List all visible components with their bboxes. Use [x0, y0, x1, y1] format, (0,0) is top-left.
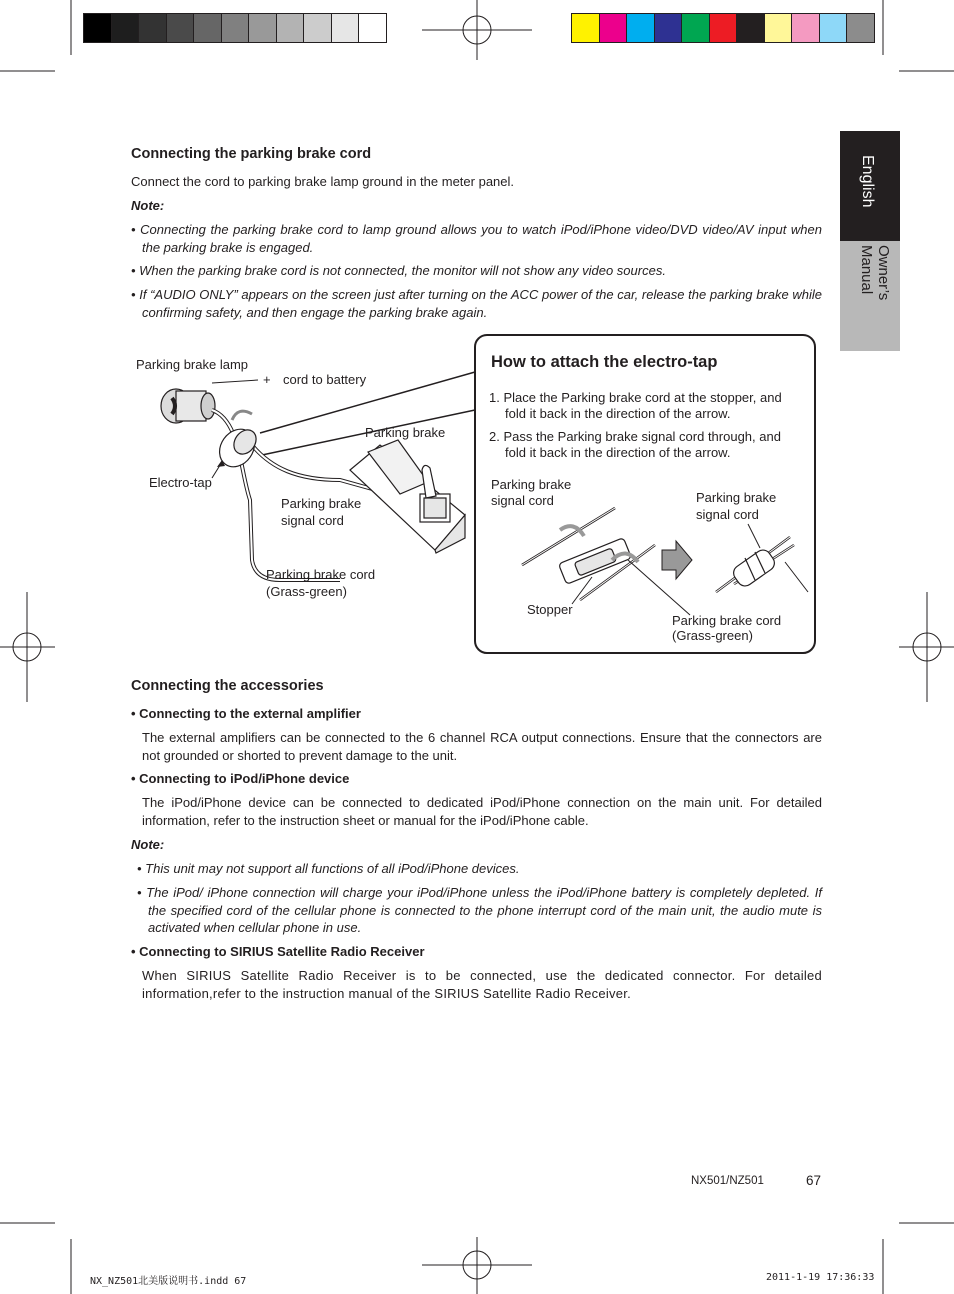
manual-label: Owner’s Manual: [858, 245, 892, 301]
step2-line1: 2. Pass the Parking brake signal cord through, and: [489, 429, 781, 444]
box-cord-label-1: Parking brake cord: [672, 613, 782, 628]
slug-date: 2011-1-19 17:36:33: [766, 1272, 875, 1283]
note-item: • Connecting the parking brake cord to lamp ground allows you to watch iPod/iPhone video/DVD video/AV input when the parking brake is engaged.: [131, 222, 822, 255]
box-signal2-label-1: Parking brake: [696, 490, 777, 505]
parking-brake-lamp: [161, 389, 215, 423]
signal-cord-label-2: signal cord: [281, 513, 344, 528]
box-title: How to attach the electro-tap: [491, 353, 718, 371]
amp-text: The external amplifiers can be connected to the 6 channel RCA output connections. Ensure that the connectors are not grounded or shorted to prevent damage to the unit.: [142, 730, 822, 763]
step1-line1: 1. Place the Parking brake cord at the stopper, and: [489, 390, 782, 405]
box-signal-label-2: signal cord: [491, 493, 554, 508]
page-number: 67: [806, 1173, 822, 1188]
note-item: • The iPod/ iPhone connection will charge your iPod/iPhone unless the iPod/iPhone battery is completely depleted. If the specified cord of the cellular phone is connected to the phone interrupt cord of the main unit, the audio mute is activated when cellular phone in use.: [137, 885, 822, 935]
step1-line2: fold it back in the direction of the arrow.: [505, 406, 731, 421]
note-label-2: Note:: [131, 837, 165, 852]
note-label-1: Note:: [131, 198, 165, 213]
parking-brake-intro: Connect the cord to parking brake lamp ground in the meter panel.: [131, 174, 515, 189]
step2-line2: fold it back in the direction of the arrow.: [505, 445, 731, 460]
language-label: English: [859, 155, 876, 208]
cord-label-1: Parking brake cord: [266, 567, 376, 582]
parking-brake-lever: [350, 440, 465, 553]
sirius-text: When SIRIUS Satellite Radio Receiver is to be connected, use the dedicated connector. For detailed information,refer to the instruction manual of the SIRIUS Satellite Radio Receiver.: [142, 968, 822, 1001]
box-signal-label-1: Parking brake: [491, 477, 572, 492]
box-cord-label-2: (Grass-green): [672, 628, 753, 643]
stopper-label: Stopper: [527, 602, 573, 617]
battery-label: cord to battery: [283, 372, 367, 387]
slug-filename: NX_NZ501北美版说明书.indd 67: [90, 1276, 247, 1287]
amp-title: • Connecting to the external amplifier: [131, 706, 361, 721]
ipod-title: • Connecting to iPod/iPhone device: [131, 771, 350, 786]
box-signal2-label-2: signal cord: [696, 507, 759, 522]
brake-label: Parking brake: [365, 425, 446, 440]
sirius-title: • Connecting to SIRIUS Satellite Radio Receiver: [131, 944, 425, 959]
model-number: NX501/NZ501: [691, 1175, 764, 1187]
note-item: • When the parking brake cord is not connected, the monitor will not show any video sources.: [131, 263, 666, 278]
section-heading-accessories: Connecting the accessories: [131, 678, 324, 694]
note-item: • This unit may not support all functions of all iPod/iPhone devices.: [137, 861, 520, 876]
electrotap-label: Electro-tap: [149, 475, 212, 490]
note-item: • If “AUDIO ONLY” appears on the screen just after turning on the ACC power of the car, release the parking brake while confirming safety, and then engage the parking brake again.: [131, 287, 822, 320]
cord-label-2: (Grass-green): [266, 584, 347, 599]
plus-sign: +: [263, 372, 271, 387]
signal-cord-label-1: Parking brake: [281, 496, 362, 511]
fold-arrow: [232, 411, 252, 420]
lamp-label: Parking brake lamp: [136, 357, 248, 372]
section-heading-parking-brake: Connecting the parking brake cord: [131, 146, 372, 162]
ipod-text: The iPod/iPhone device can be connected to dedicated iPod/iPhone connection on the main unit. For detailed information, refer to the instruction sheet or manual for the iPod/iPhone cable.: [142, 795, 822, 828]
battery-wire: [212, 380, 258, 383]
